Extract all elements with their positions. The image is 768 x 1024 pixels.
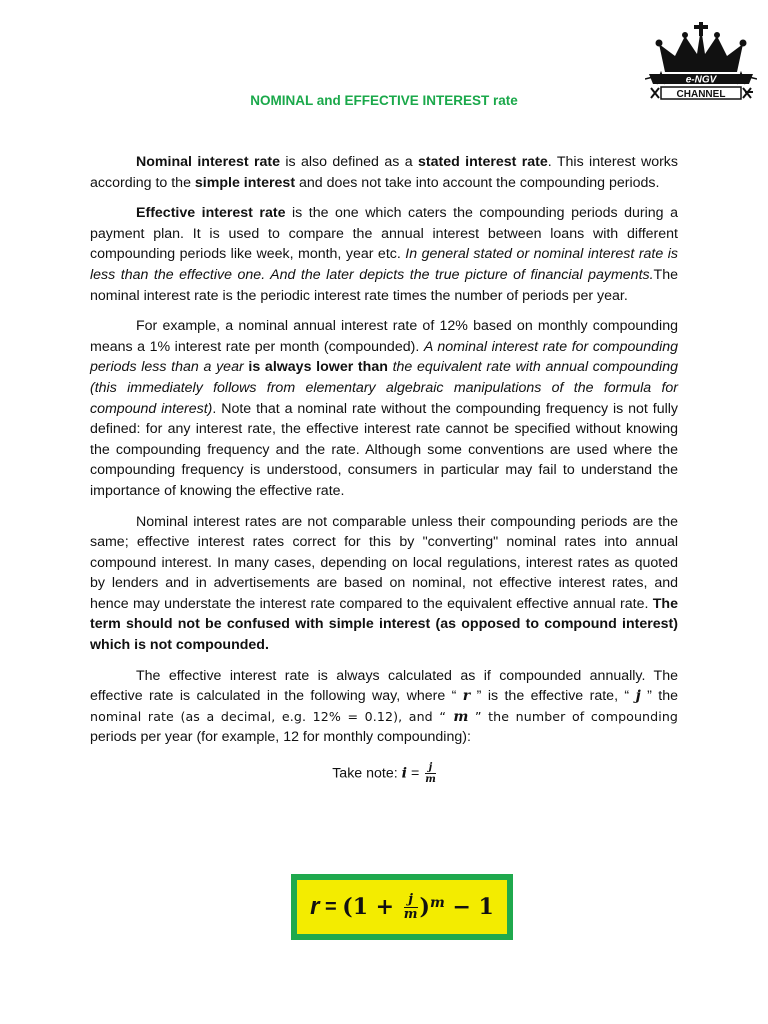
formula-close-paren: ) bbox=[419, 894, 430, 920]
text: periods per year (for example, 12 for monthly compounding): bbox=[90, 729, 471, 746]
term-nominal-interest-rate: Nominal interest rate bbox=[136, 154, 280, 170]
svg-text:CHANNEL: CHANNEL bbox=[676, 89, 726, 100]
italic-text: the equivalent rate with annual compounding (this immediately follows from elementary algebraic manipulations of the formula for compound interest) bbox=[90, 359, 678, 417]
svg-text:e-NGV: e-NGV bbox=[685, 74, 717, 86]
text: . This interest works according to the bbox=[90, 154, 678, 191]
take-note-label: Take note: bbox=[332, 765, 402, 782]
bold-text: is always lower than bbox=[248, 359, 388, 376]
document-body bbox=[90, 152, 678, 795]
take-note bbox=[90, 762, 678, 785]
italic-text: A nominal interest rate for compounding periods less than a year bbox=[90, 338, 679, 376]
formula-open-paren: (1 + bbox=[342, 894, 402, 920]
text: nominal rate (as a decimal, e.g. 12% = 0.12), and “ bbox=[90, 708, 446, 724]
denominator: m bbox=[425, 774, 436, 786]
text: The nominal interest rate is the periodic interest rate times the number of periods per year. bbox=[90, 266, 678, 304]
text: . Note that a nominal rate without the compounding frequency is not fully defined: for any interest rate, the effective interest rate cannot be specified without knowing the compounding frequency and the rate. Although some conventions are used where the compounding frequency is understood, consumers in particular may fail to understand the importance of knowing the effective rate. bbox=[90, 400, 678, 499]
var-j: j bbox=[635, 688, 641, 705]
page-title: NOMINAL and EFFECTIVE INTEREST rate bbox=[250, 93, 518, 108]
effective-rate-formula bbox=[297, 880, 507, 934]
text: ” the bbox=[640, 688, 678, 705]
term-simple-interest: simple interest bbox=[194, 174, 296, 191]
text: is also defined as a bbox=[280, 154, 418, 170]
equals-sign: = bbox=[407, 765, 424, 782]
formula-minus-one: − 1 bbox=[444, 894, 494, 920]
var-i: i bbox=[401, 765, 408, 782]
formula-equals: = bbox=[319, 895, 343, 918]
formula-box bbox=[291, 874, 513, 940]
formula-numerator: j bbox=[404, 893, 418, 908]
fraction-j-over-m bbox=[425, 762, 436, 785]
term-stated-interest-rate: stated interest rate bbox=[417, 154, 548, 170]
text: ” is the effective rate, “ bbox=[470, 688, 636, 705]
numerator: j bbox=[425, 762, 436, 774]
bold-warning: The term should not be confused with simple interest (as opposed to compound interest) which is not compounded. bbox=[90, 595, 678, 654]
text: The effective interest rate is always calculated as if compounded annually. The effective rate is calculated in the following way, where “ bbox=[90, 667, 678, 705]
paragraph-example bbox=[90, 316, 678, 501]
italic-note: In general stated or nominal interest rate is less than the effective one. And the later depicts the true picture of financial payments. bbox=[90, 246, 678, 283]
paragraph-calculation bbox=[90, 666, 678, 748]
text: is the one which caters the compounding periods during a payment plan. It is used to compare the annual interest between loans with different compounding periods like week, month, year etc. bbox=[90, 205, 678, 263]
var-r: r bbox=[462, 688, 471, 705]
term-effective-interest-rate: Effective interest rate bbox=[136, 205, 286, 222]
e-ngv-channel-logo bbox=[645, 22, 757, 104]
paragraph-comparison bbox=[90, 512, 678, 656]
formula-exponent: m bbox=[429, 895, 445, 911]
text: and does not take into account the compounding periods. bbox=[295, 174, 660, 191]
paragraph-effective-definition bbox=[90, 203, 678, 306]
formula-fraction bbox=[404, 893, 418, 922]
formula-denominator: m bbox=[403, 906, 418, 922]
text: Nominal interest rates are not comparable unless their compounding periods are the same; effective interest rates correct for this by "converting" nominal rates into annual compound interest. In many cases, depending on local regulations, interest rates as quoted by lenders and in advertisements are based on nominal, not effective interest rates, and hence may understate the interest rate compared to the equivalent effective annual rate. bbox=[90, 513, 678, 612]
paragraph-nominal-definition bbox=[90, 152, 678, 193]
formula-r: r bbox=[310, 893, 320, 920]
text: For example, a nominal annual interest rate of 12% based on monthly compounding means a 1% interest rate per month (compounded). bbox=[90, 318, 678, 355]
text: ” the number of compounding bbox=[468, 708, 679, 724]
var-m: m bbox=[445, 708, 469, 725]
